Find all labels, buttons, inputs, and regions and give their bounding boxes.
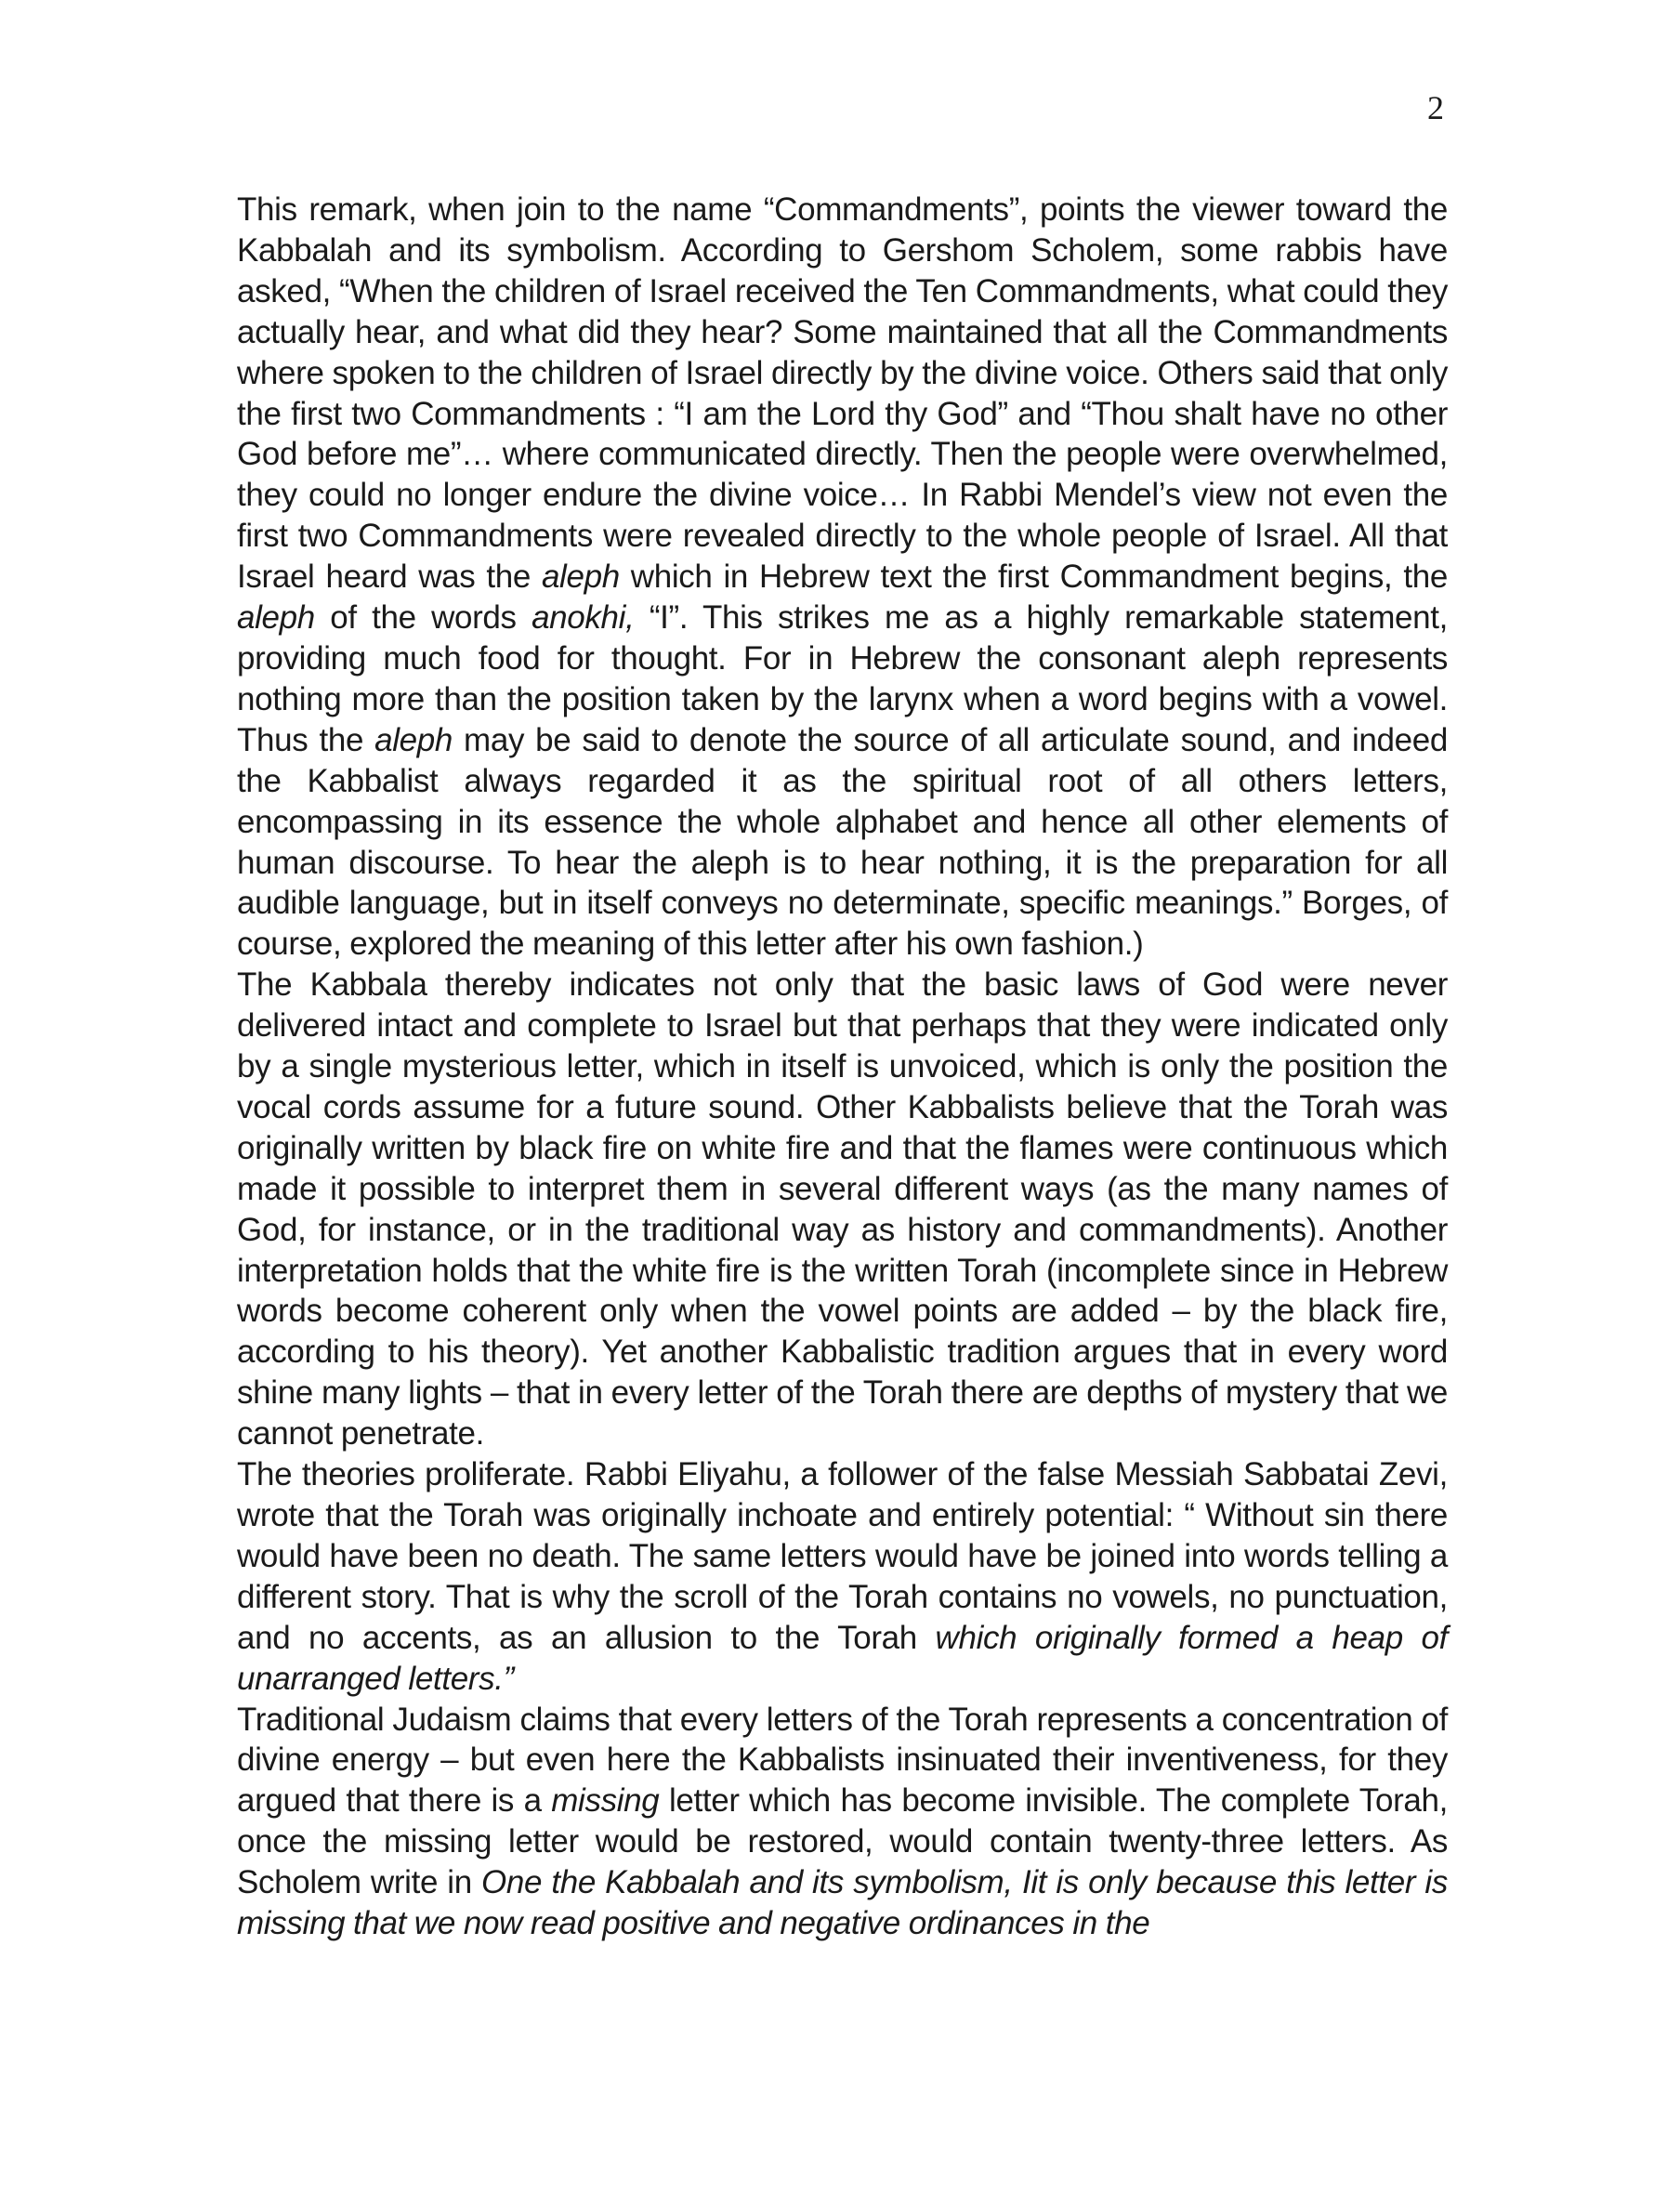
italic-text: One the Kabbalah and its symbolism, Iit is only because this letter is missing that we now read positive and negative ordinances in the [237, 1864, 1448, 1942]
text-run: The theories proliferate. Rabbi Eliyahu, a follower of the false Messiah Sabbatai Zevi, wrote that the Torah was originally inchoate and entirely potential: “ Without sin there would have been no death. The same letters would have be joined into words telling a different story. That is why the scroll of the Torah contains no vowels, no punctuation, and no accents, as an allusion to the Torah [237, 1456, 1448, 1656]
italic-text: which originally formed a heap of unarranged letters.” [237, 1619, 1449, 1697]
body-text [237, 190, 1448, 1944]
text-run: This remark, when join to the name “Commandments”, points the viewer toward the Kabbalah and its symbolism. According to Gershom Scholem, some rabbis have asked, “When the children of Israel received the Ten Commandments, what could they actually hear, and what did they hear? Some maintained that all the Commandments where spoken to the children of Israel directly by the divine voice. Others said that only the first two Commandments : “I am the Lord thy God” and “Thou shalt have no other God before me”… where communicated directly. Then the people were overwhelmed, they could no longer endure the divine voice… In Rabbi Mendel’s view not even the first two Commandments were revealed directly to the whole people of Israel. All that Israel heard was the [237, 191, 1448, 596]
paragraph-2 [237, 965, 1448, 1454]
text-run: may be said to denote the source of all articulate sound, and indeed the Kabbalist always regarded it as the spiritual root of all others letters, encompassing in its essence the whole alphabet and hence all other elements of human discourse. To hear the aleph is to hear nothing, it is the preparation for all audible language, but in itself conveys no determinate, specific meanings.” Borges, of course, explored the meaning of this letter after his own fashion.) [237, 721, 1448, 963]
italic-text: aleph [237, 599, 315, 637]
italic-text: anokhi, [532, 599, 635, 637]
italic-text: missing [551, 1782, 660, 1820]
text-run: which in Hebrew text the first Commandment begins, the [619, 559, 1448, 596]
paragraph-3 [237, 1454, 1448, 1699]
paragraph-1 [237, 190, 1448, 965]
paragraph-4 [237, 1700, 1448, 1944]
text-run: “I”. This strikes me as a highly remarkable statement, providing much food for thought. For in Hebrew the consonant aleph represents nothing more than the position taken by the larynx when a word begins with a vowel. Thus the [237, 599, 1449, 758]
text-run: letter which has become invisible. The complete Torah, once the missing letter would be restored, would contain twenty-three letters. As Scholem write in [237, 1782, 1448, 1901]
text-run: The Kabbala thereby indicates not only that the basic laws of God were never delivered intact and complete to Israel but that perhaps that they were indicated only by a single mysterious letter, which in itself is unvoiced, which is only the position the vocal cords assume for a future sound. Other Kabbalists believe that the Torah was originally written by black fire on white fire and that the flames were continuous which made it possible to interpret them in several different ways (as the many names of God, for instance, or in the traditional way as history and commandments). Another interpretation holds that the white fire is the written Torah (incomplete since in Hebrew words become coherent only when the vowel points are added – by the black fire, according to his theory). Yet another Kabbalistic tradition argues that in every word shine many lights – that in every letter of the Torah there are depths of mystery that we cannot penetrate. [237, 966, 1448, 1452]
text-run: Traditional Judaism claims that every letters of the Torah represents a concentration of divine energy – but even here the Kabbalists insinuated their inventiveness, for they argued that there is a [237, 1701, 1448, 1820]
italic-text: aleph [541, 559, 620, 596]
text-run: of the words [314, 599, 532, 637]
page-number: 2 [1427, 89, 1444, 126]
italic-text: aleph [374, 721, 453, 758]
